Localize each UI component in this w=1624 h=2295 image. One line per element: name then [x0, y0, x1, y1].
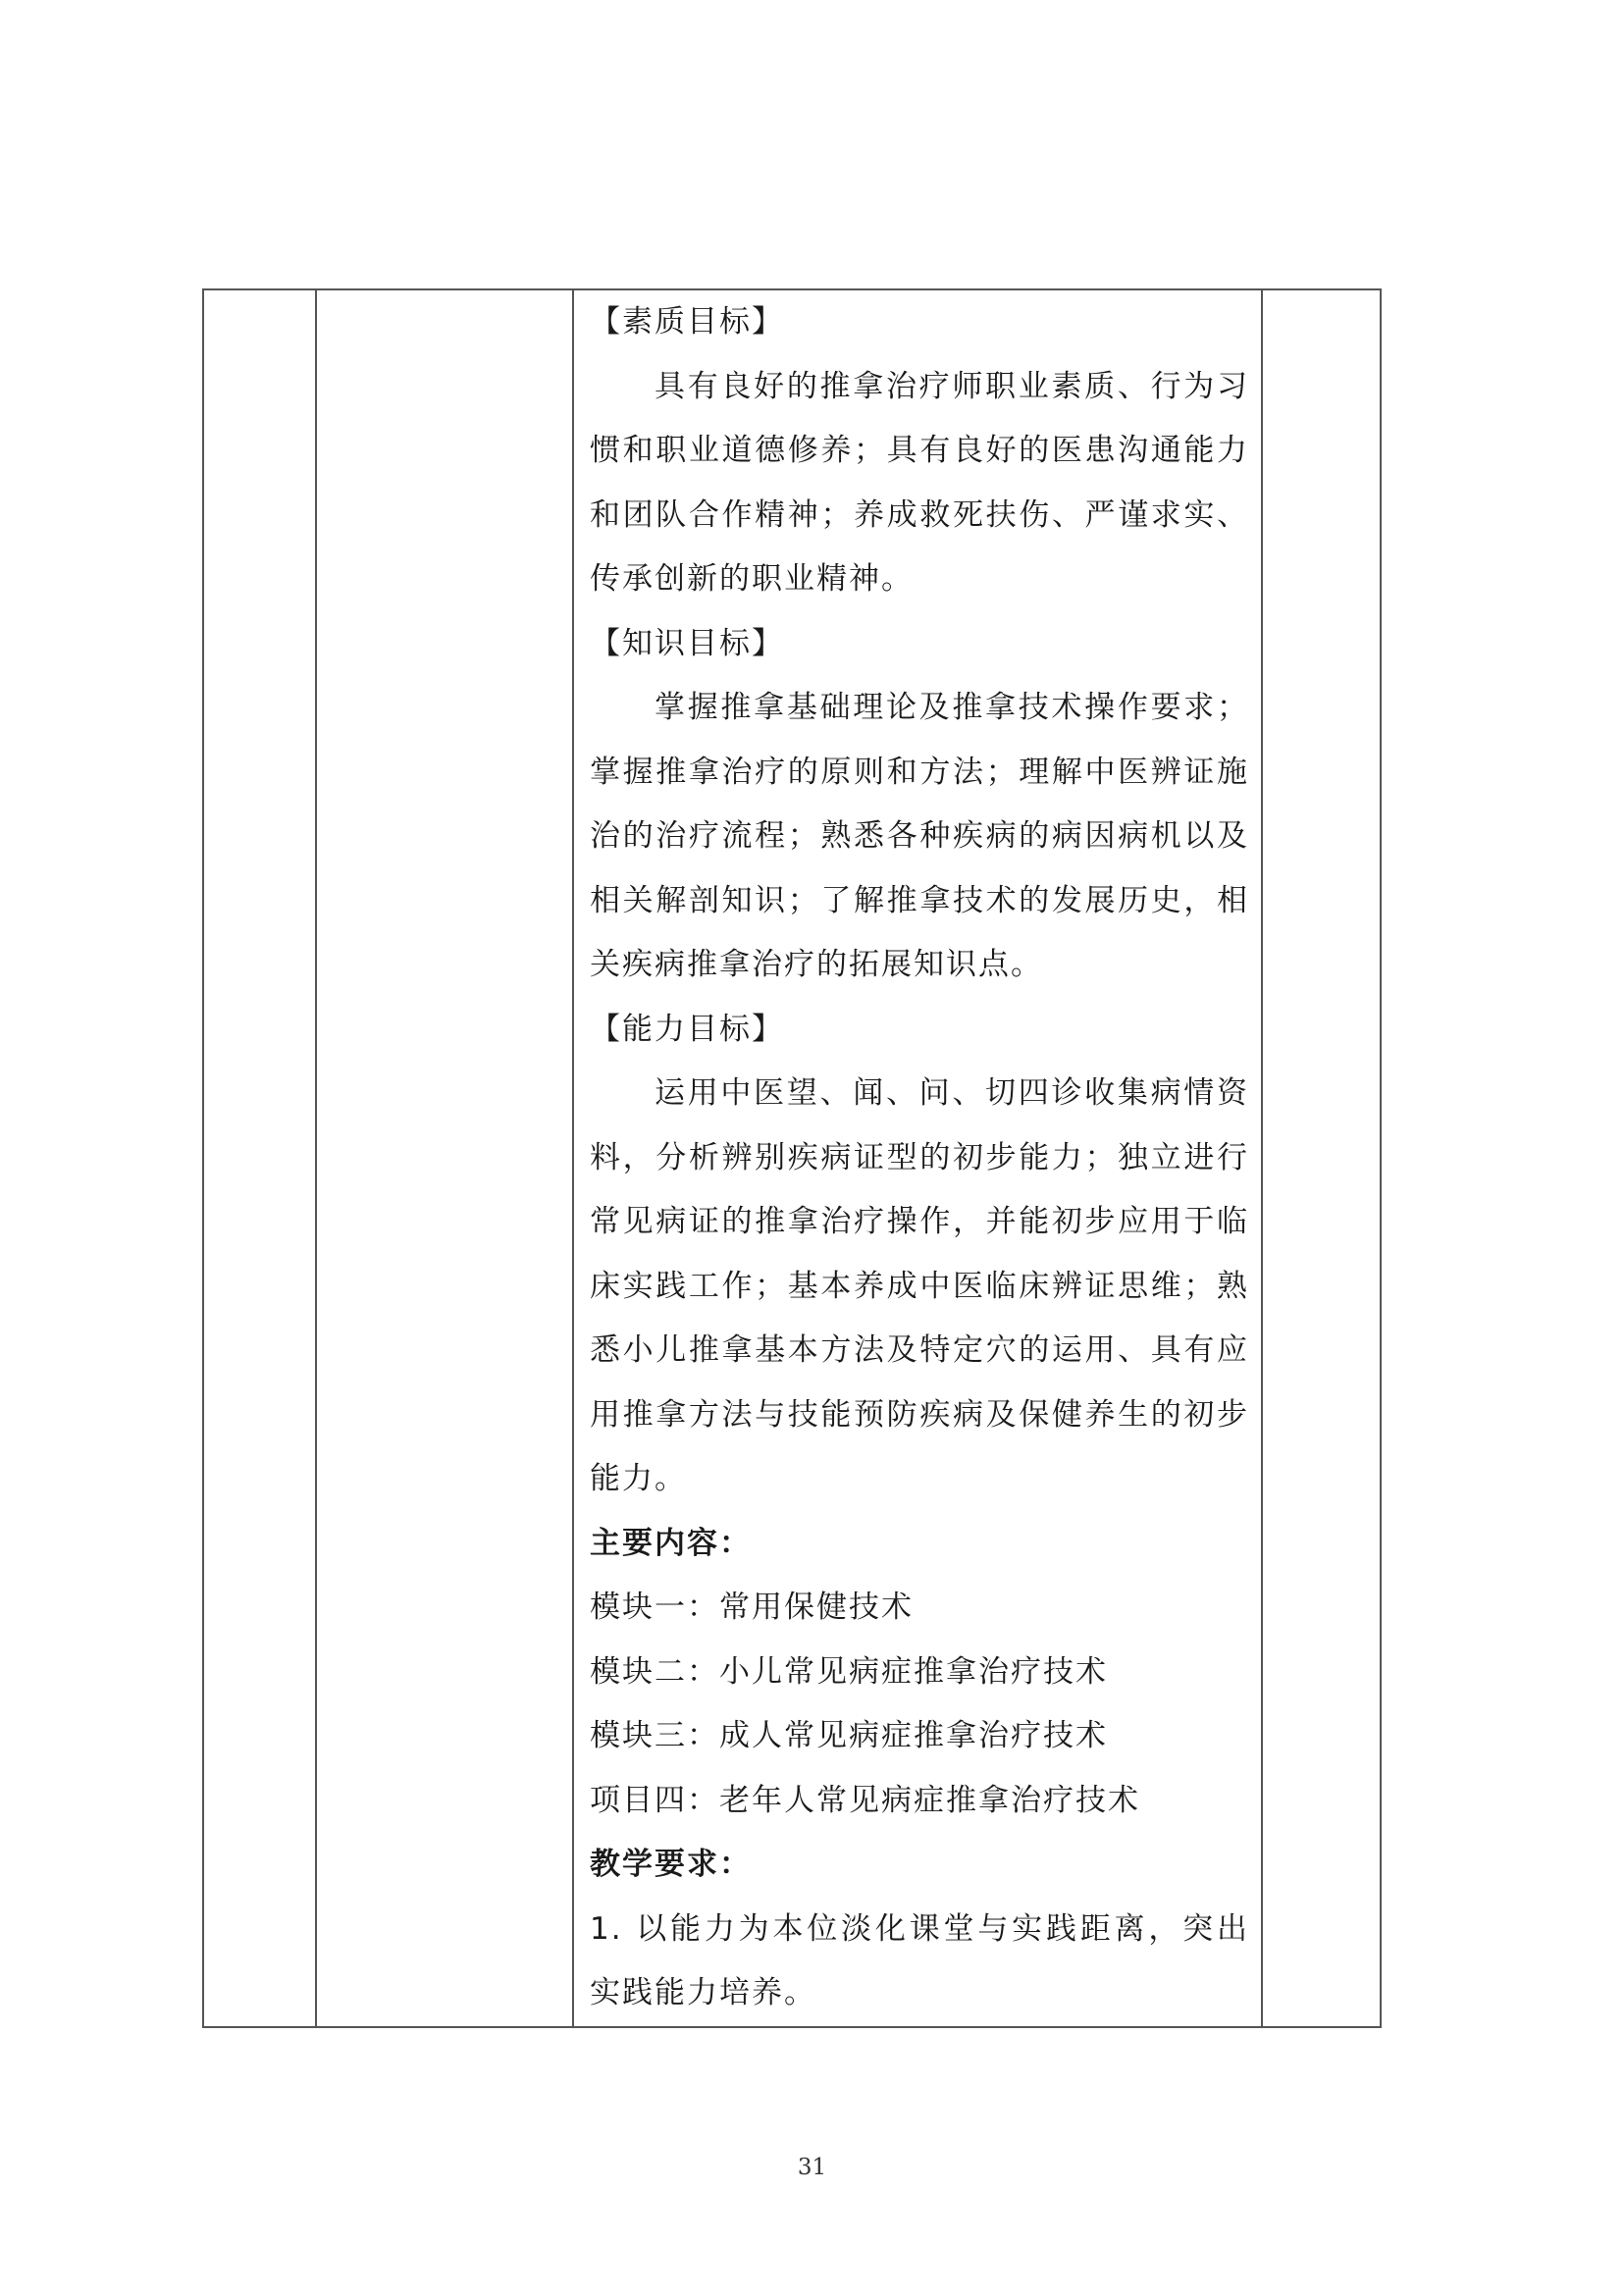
page-number: 31 [797, 2155, 827, 2180]
main-content-heading: 主要内容： [590, 1525, 752, 1561]
module-item-3: 模块三：成人常见病症推拿治疗技术 [590, 1718, 1108, 1753]
course-table [202, 288, 1382, 2028]
table-row [203, 289, 1381, 2027]
course-objectives-content [590, 290, 1249, 2026]
table-cell-content [573, 289, 1262, 2027]
quality-objective-heading: 【素质目标】 [590, 304, 784, 339]
table-cell-empty-4 [1262, 289, 1381, 2027]
teaching-requirement-item-1: 1. 以能力为本位淡化课堂与实践距离，突出实践能力培养。 [590, 1910, 1249, 2010]
quality-objective-text: 具有良好的推拿治疗师职业素质、行为习惯和职业道德修养；具有良好的医患沟通能力和团队合作精神；养成救死扶伤、严谨求实、传承创新的职业精神。 [590, 368, 1249, 597]
module-item-2: 模块二：小儿常见病症推拿治疗技术 [590, 1653, 1108, 1690]
knowledge-objective-text: 掌握推拿基础理论及推拿技术操作要求；掌握推拿治疗的原则和方法；理解中医辨证施治的治疗流程；熟悉各种疾病的病因病机以及相关解剖知识；了解推拿技术的发展历史，相关疾病推拿治疗的拓展知识点。 [590, 690, 1249, 982]
knowledge-objective-heading: 【知识目标】 [590, 625, 784, 661]
table-cell-empty-2 [316, 289, 573, 2027]
teaching-requirements-heading: 教学要求： [590, 1847, 752, 1882]
ability-objective-heading: 【能力目标】 [590, 1011, 784, 1047]
module-item-4: 项目四：老年人常见病症推拿治疗技术 [590, 1782, 1140, 1818]
module-item-1: 模块一：常用保健技术 [590, 1590, 914, 1625]
ability-objective-text: 运用中医望、闻、问、切四诊收集病情资料，分析辨别疾病证型的初步能力；独立进行常见病证的推拿治疗操作，并能初步应用于临床实践工作；基本养成中医临床辨证思维；熟悉小儿推拿基本方法及特定穴的运用、具有应用推拿方法与技能预防疾病及保健养生的初步能力。 [590, 1075, 1249, 1496]
table-cell-empty-1 [203, 289, 316, 2027]
